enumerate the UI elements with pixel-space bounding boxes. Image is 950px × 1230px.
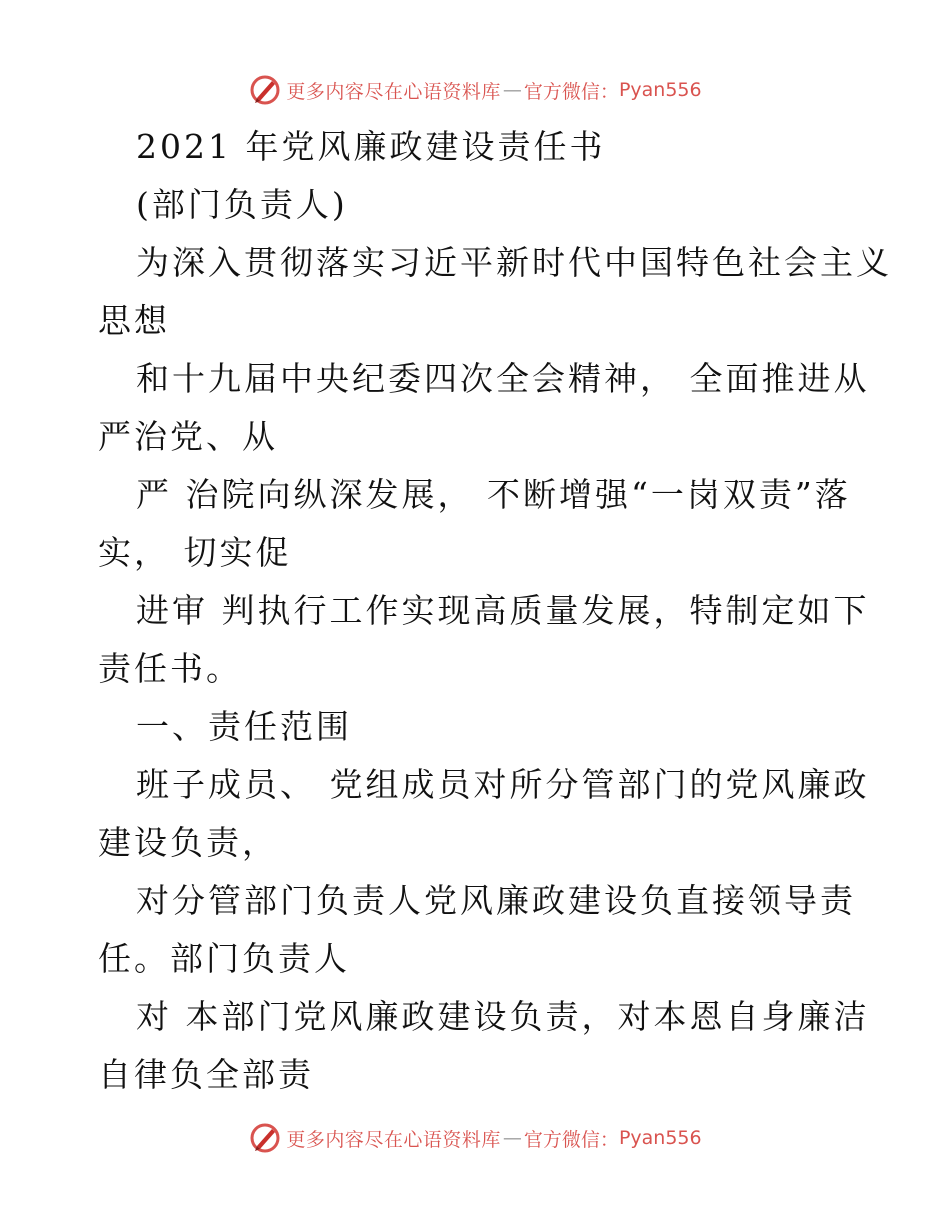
document-line: 自律负全部责: [98, 1055, 314, 1094]
document-line: 对 本部门党风廉政建设负责，对本恩自身廉洁: [136, 997, 870, 1036]
banner-title: 更多内容尽在心语资料库: [286, 80, 501, 103]
banner-dash: —: [502, 79, 522, 101]
document-line: 一、责任范围: [136, 707, 352, 746]
document-line: 2021 年党风廉政建设责任书: [136, 127, 606, 166]
document-line: 思想: [98, 301, 170, 340]
document-line: 对分管部门负责人党风廉政建设负直接领导责: [136, 881, 856, 920]
pen-logo-icon: [248, 73, 282, 107]
pen-logo-icon: [248, 1121, 282, 1155]
document-line: 班子成员、 党组成员对所分管部门的党风廉政: [136, 765, 870, 804]
document-line: 严治党、从: [98, 417, 278, 456]
banner-title: 更多内容尽在心语资料库: [286, 1128, 501, 1151]
document-line: (部门负责人): [136, 185, 348, 224]
document-line: 任。部门负责人: [98, 939, 350, 978]
banner-wechat-label: 官方微信：: [523, 80, 619, 103]
document-line: 实， 切实促: [98, 533, 292, 572]
banner-wechat-id: Pyan556: [618, 79, 702, 101]
document-line: 为深入贯彻落实习近平新时代中国特色社会主义: [136, 243, 892, 282]
banner-dash: —: [502, 1127, 522, 1149]
banner-wechat-id: Pyan556: [618, 1127, 702, 1149]
document-body: [98, 118, 892, 1104]
document-line: 建设负责，: [98, 823, 278, 862]
document-line: 进审 判执行工作实现高质量发展，特制定如下: [136, 591, 870, 630]
document-line: 严 治院向纵深发展， 不断增强“一岗双责”落: [136, 475, 851, 514]
banner-wechat-label: 官方微信：: [523, 1128, 619, 1151]
footer-banner: [0, 1118, 950, 1158]
header-banner: [0, 70, 950, 110]
document-line: 责任书。: [98, 649, 242, 688]
document-line: 和十九届中央纪委四次全会精神， 全面推进从: [136, 359, 870, 398]
